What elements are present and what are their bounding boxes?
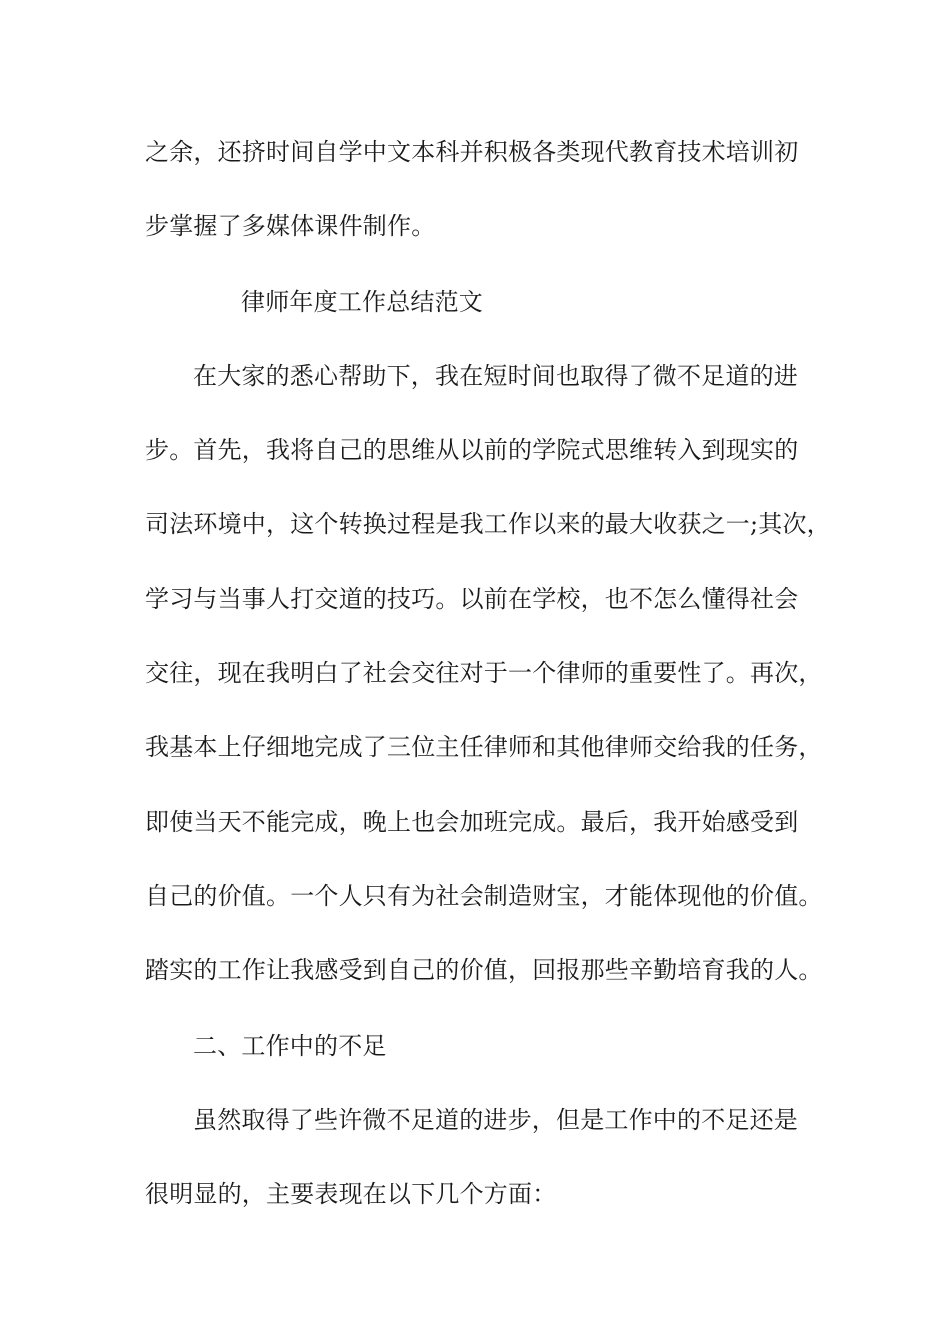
paragraph-line-9: 即使当天不能完成，晚上也会加班完成。最后，我开始感受到 <box>145 808 799 836</box>
paragraph-line-7: 交往，现在我明白了社会交往对于一个律师的重要性了。再次， <box>145 659 823 687</box>
paragraph-line-4: 步。首先，我将自己的思维从以前的学院式思维转入到现实的 <box>145 436 799 464</box>
paragraph-line-2: 步掌握了多媒体课件制作。 <box>145 212 436 240</box>
section-title: 律师年度工作总结范文 <box>241 288 483 316</box>
paragraph-line-13: 很明显的，主要表现在以下几个方面： <box>145 1180 557 1208</box>
paragraph-line-1: 之余，还挤时间自学中文本科并积极各类现代教育技术培训初 <box>145 138 799 166</box>
paragraph-line-5: 司法环境中，这个转换过程是我工作以来的最大收获之一;其次， <box>145 510 831 538</box>
paragraph-line-6: 学习与当事人打交道的技巧。以前在学校，也不怎么懂得社会 <box>145 585 799 613</box>
paragraph-line-3: 在大家的悉心帮助下，我在短时间也取得了微不足道的进 <box>193 362 798 390</box>
paragraph-line-11: 踏实的工作让我感受到自己的价值，回报那些辛勤培育我的人。 <box>145 956 823 984</box>
section-heading: 二、工作中的不足 <box>193 1032 387 1060</box>
paragraph-line-8: 我基本上仔细地完成了三位主任律师和其他律师交给我的任务， <box>145 733 823 761</box>
paragraph-line-12: 虽然取得了些许微不足道的进步，但是工作中的不足还是 <box>193 1106 798 1134</box>
paragraph-line-10: 自己的价值。一个人只有为社会制造财宝，才能体现他的价值。 <box>145 882 823 910</box>
